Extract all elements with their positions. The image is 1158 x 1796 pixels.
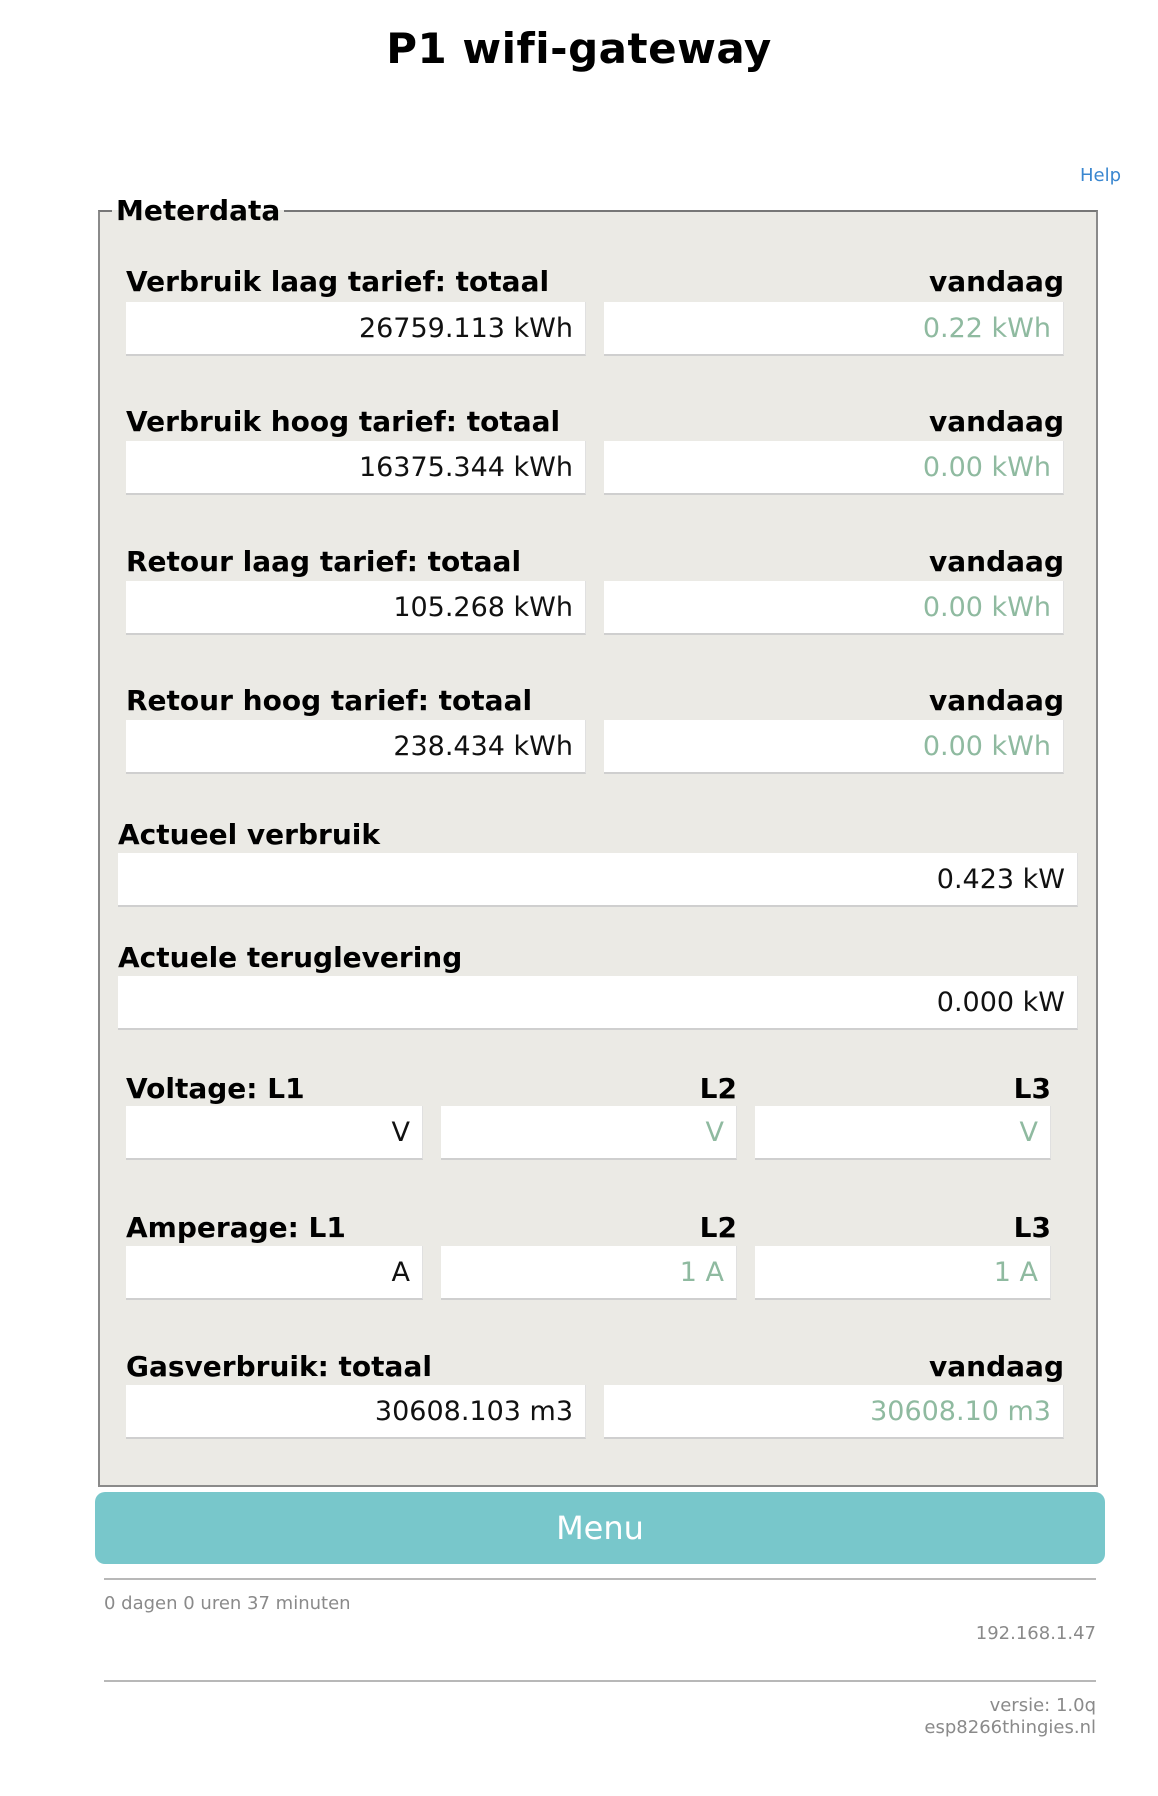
amperage-l2-field[interactable]: 1 A (441, 1246, 737, 1300)
voltage-label: Voltage: L1 (126, 1072, 305, 1105)
voltage-l3-field[interactable]: V (755, 1106, 1051, 1160)
divider-bottom (104, 1680, 1096, 1682)
hoog-tarief-total-field[interactable]: 16375.344 kWh (126, 441, 586, 495)
retour-laag-today-label: vandaag (929, 545, 1064, 578)
ip-address: 192.168.1.47 (975, 1623, 1096, 1644)
retour-hoog-today-label: vandaag (929, 684, 1064, 717)
voltage-l2-field[interactable]: V (441, 1106, 737, 1160)
voltage-l3-label: L3 (1013, 1072, 1051, 1105)
actueel-verbruik-field[interactable]: 0.423 kW (118, 853, 1078, 907)
retour-laag-label: Retour laag tarief: totaal (126, 545, 522, 578)
amperage-l3-label: L3 (1013, 1211, 1051, 1244)
voltage-l1-field[interactable]: V (126, 1106, 423, 1160)
divider-top (104, 1578, 1096, 1580)
retour-hoog-total-field[interactable]: 238.434 kWh (126, 720, 586, 774)
voltage-l2-label: L2 (699, 1072, 737, 1105)
retour-laag-today-field[interactable]: 0.00 kWh (604, 581, 1064, 635)
actuele-teruglevering-field[interactable]: 0.000 kW (118, 976, 1078, 1030)
amperage-label: Amperage: L1 (126, 1211, 346, 1244)
hoog-tarief-today-label: vandaag (929, 405, 1064, 438)
retour-hoog-today-field[interactable]: 0.00 kWh (604, 720, 1064, 774)
amperage-l1-field[interactable]: A (126, 1246, 423, 1300)
meterdata-legend: Meterdata (116, 194, 281, 227)
hoog-tarief-today-field[interactable]: 0.00 kWh (604, 441, 1064, 495)
gas-total-field[interactable]: 30608.103 m3 (126, 1385, 586, 1439)
laag-tarief-today-label: vandaag (929, 265, 1064, 298)
gas-today-field[interactable]: 30608.10 m3 (604, 1385, 1064, 1439)
laag-tarief-total-field[interactable]: 26759.113 kWh (126, 302, 586, 356)
help-link[interactable]: Help (1079, 165, 1121, 186)
gas-label: Gasverbruik: totaal (126, 1350, 432, 1383)
hoog-tarief-label: Verbruik hoog tarief: totaal (126, 405, 561, 438)
actuele-teruglevering-label: Actuele teruglevering (118, 941, 463, 974)
amperage-l3-field[interactable]: 1 A (755, 1246, 1051, 1300)
gas-today-label: vandaag (929, 1350, 1064, 1383)
version-text: versie: 1.0q (989, 1695, 1096, 1716)
site-text: esp8266thingies.nl (924, 1717, 1096, 1738)
actueel-verbruik-label: Actueel verbruik (118, 818, 380, 851)
retour-hoog-label: Retour hoog tarief: totaal (126, 684, 533, 717)
menu-button[interactable]: Menu (95, 1492, 1105, 1564)
uptime-text: 0 dagen 0 uren 37 minuten (104, 1593, 351, 1614)
retour-laag-total-field[interactable]: 105.268 kWh (126, 581, 586, 635)
page-title: P1 wifi-gateway (386, 24, 772, 73)
amperage-l2-label: L2 (699, 1211, 737, 1244)
laag-tarief-label: Verbruik laag tarief: totaal (126, 265, 550, 298)
laag-tarief-today-field[interactable]: 0.22 kWh (604, 302, 1064, 356)
